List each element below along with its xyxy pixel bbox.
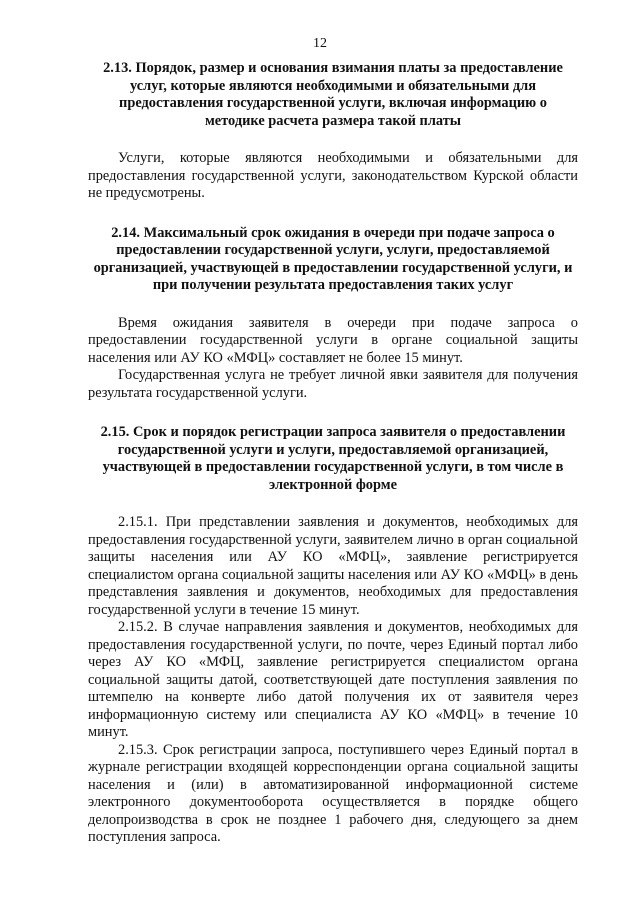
paragraph: Государственная услуга не требует личной явки заявителя для получения результата государственной услуги.: [88, 367, 578, 401]
document-body: [88, 60, 578, 847]
section-2-13: [88, 60, 578, 203]
section-2-14: [88, 225, 578, 403]
page-number: 12: [313, 36, 327, 51]
section-heading: 2.15. Срок и порядок регистрации запроса заявителя о предоставлении государственной услуги и услуги, предоставляемой организацией, участвующей в предоставлении государственной услуги, в том числе в электронной форме: [100, 424, 566, 493]
section-heading: 2.13. Порядок, размер и основания взимания платы за предоставление услуг, которые являются необходимыми и обязательными для предоставления государственной услуги, включая информацию о методике расчета размера такой платы: [103, 60, 563, 129]
section-heading: 2.14. Максимальный срок ожидания в очереди при подаче запроса о предоставлении государственной услуги, услуги, предоставляемой организацией, участвующей в предоставлении государственной услуги, и при получении результата предоставления таких услуг: [93, 224, 573, 293]
paragraph: 2.15.3. Срок регистрации запроса, поступившего через Единый портал в журнале регистрации входящей корреспонденции органа социальной защиты населения и (или) в автоматизированной информационной системе электронного документооборота осуществляется в порядке общего делопроизводства в срок не позднее 1 рабочего дня, следующего за днем поступления запроса.: [88, 741, 578, 845]
paragraph: Время ожидания заявителя в очереди при подаче запроса о предоставлении государственной услуги в органе социальной защиты населения или АУ КО «МФЦ» составляет не более 15 минут.: [88, 314, 578, 366]
section-2-15: [88, 424, 578, 847]
paragraph: Услуги, которые являются необходимыми и обязательными для предоставления государственной услуги, законодательством Курской области не предусмотрены.: [88, 150, 578, 201]
paragraph: 2.15.2. В случае направления заявления и документов, необходимых для предоставления государственной услуги, по почте, через Единый портал либо через АУ КО «МФЦ, заявление регистрируется специалистом органа социальной защиты датой, соответствующей дате поступления заявления по штемпелю на конверте либо датой получения их от заявителя через информационную систему или специалиста АУ КО «МФЦ» в течение 10 минут.: [88, 619, 578, 740]
paragraph: 2.15.1. При представлении заявления и документов, необходимых для предоставления государственной услуги, заявителем лично в орган социальной защиты населения или АУ КО «МФЦ», заявление регистрируется специалистом органа социальной защиты населения или АУ КО «МФЦ» в день представления заявления и документов, необходимых для предоставления государственной услуги в течение 15 минут.: [88, 514, 578, 618]
